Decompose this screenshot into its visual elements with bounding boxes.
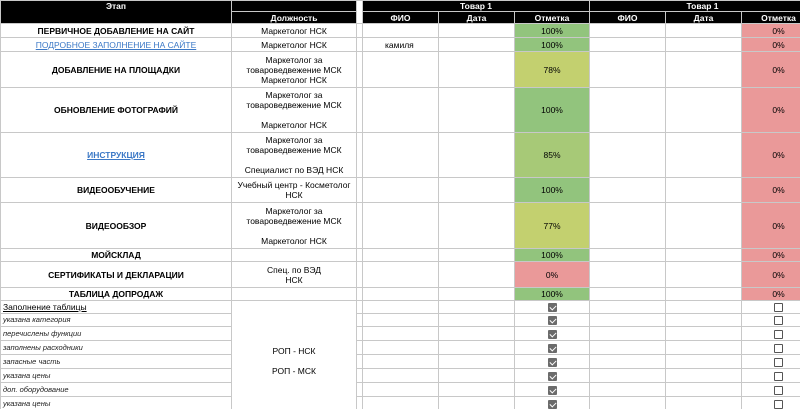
fio-header-2[interactable]: ФИО [590, 12, 666, 24]
checkbox-unchecked[interactable] [774, 344, 783, 353]
mark-cell[interactable]: 0% [742, 249, 800, 262]
checkbox-checked[interactable] [548, 400, 557, 409]
role-cell[interactable] [232, 203, 357, 249]
date-cell[interactable] [439, 383, 515, 397]
fio-cell[interactable]: камиля [363, 38, 439, 52]
date-cell[interactable] [666, 314, 742, 327]
date-cell[interactable] [666, 24, 742, 38]
fio-cell[interactable] [590, 52, 666, 88]
date-cell[interactable] [439, 341, 515, 355]
subtable-title[interactable]: Заполнение таблицы [1, 301, 232, 314]
fio-cell[interactable] [363, 249, 439, 262]
role-cell[interactable] [232, 262, 357, 288]
mark-cell[interactable]: 0% [742, 52, 800, 88]
fio-cell[interactable] [590, 88, 666, 133]
checkbox-unchecked[interactable] [774, 330, 783, 339]
fio-cell[interactable] [590, 341, 666, 355]
blank-header[interactable] [232, 1, 357, 12]
role-line: Спец. по ВЭД [266, 264, 321, 275]
table-row [1, 52, 800, 88]
role-line [234, 226, 354, 236]
role-line: Маркетолог НСК [261, 235, 327, 246]
fio-cell[interactable] [590, 369, 666, 383]
fio-header-1[interactable]: ФИО [363, 12, 439, 24]
checkbox-cell[interactable] [742, 327, 800, 341]
checkbox-cell[interactable] [515, 341, 590, 355]
mark-cell[interactable]: 78% [515, 52, 590, 88]
date-cell[interactable] [666, 288, 742, 301]
mark-cell[interactable]: 0% [742, 133, 800, 178]
stage-cell[interactable]: МОЙСКЛАД [1, 249, 232, 262]
date-cell[interactable] [439, 178, 515, 203]
date-cell[interactable] [666, 38, 742, 52]
fio-cell[interactable] [590, 38, 666, 52]
mark-header-1[interactable]: Отметка [515, 12, 590, 24]
fio-cell[interactable] [363, 24, 439, 38]
role-cell[interactable] [232, 52, 357, 88]
date-cell[interactable] [439, 24, 515, 38]
fio-cell[interactable] [363, 383, 439, 397]
table-row [1, 369, 800, 383]
checkbox-cell[interactable] [515, 369, 590, 383]
subtable-item[interactable]: указана цены [1, 369, 232, 383]
date-cell[interactable] [439, 397, 515, 409]
fio-cell[interactable] [590, 249, 666, 262]
subtable-item[interactable]: заполнены расходники [1, 341, 232, 355]
fio-cell[interactable] [363, 397, 439, 409]
mark-cell[interactable]: 0% [742, 24, 800, 38]
mark-cell[interactable]: 0% [515, 262, 590, 288]
fio-cell[interactable] [590, 288, 666, 301]
checkbox-cell[interactable] [742, 341, 800, 355]
fio-cell[interactable] [590, 24, 666, 38]
role-line: товароведвежение МСК [246, 100, 342, 110]
checkbox-unchecked[interactable] [774, 400, 783, 409]
table-row [1, 301, 800, 314]
checkbox-cell[interactable] [515, 327, 590, 341]
checkbox-cell[interactable] [742, 369, 800, 383]
checkbox-cell[interactable] [742, 397, 800, 409]
checkbox-unchecked[interactable] [774, 316, 783, 325]
date-cell[interactable] [666, 383, 742, 397]
table-row [1, 327, 800, 341]
fio-cell[interactable] [363, 327, 439, 341]
fio-cell[interactable] [363, 314, 439, 327]
mark-cell[interactable]: 100% [515, 178, 590, 203]
table-row [1, 383, 800, 397]
role-cell[interactable] [232, 133, 357, 178]
fio-cell[interactable] [363, 341, 439, 355]
stage-link[interactable]: ИНСТРУКЦИЯ [1, 133, 232, 178]
table-row [1, 355, 800, 369]
stage-cell[interactable]: ВИДЕООБЗОР [1, 203, 232, 249]
subtable-item[interactable]: перечислены функции [1, 327, 232, 341]
table-row [1, 262, 800, 288]
mark-cell[interactable]: 100% [515, 38, 590, 52]
checkbox-unchecked[interactable] [774, 372, 783, 381]
fio-cell[interactable] [363, 133, 439, 178]
date-cell[interactable] [666, 88, 742, 133]
date-cell[interactable] [666, 301, 742, 314]
date-header-2[interactable]: Дата [666, 12, 742, 24]
date-cell[interactable] [439, 314, 515, 327]
date-cell[interactable] [666, 249, 742, 262]
role-cell[interactable] [232, 288, 357, 301]
date-header-1[interactable]: Дата [439, 12, 515, 24]
checkbox-checked[interactable] [548, 303, 557, 312]
date-cell[interactable] [439, 52, 515, 88]
checkbox-cell[interactable] [515, 383, 590, 397]
checkbox-unchecked[interactable] [774, 358, 783, 367]
checkbox-cell[interactable] [742, 314, 800, 327]
date-cell[interactable] [666, 203, 742, 249]
fio-cell[interactable] [363, 88, 439, 133]
fio-cell[interactable] [590, 301, 666, 314]
role-line: РОП - МСК [272, 365, 316, 376]
mark-cell[interactable]: 100% [515, 288, 590, 301]
checkbox-cell[interactable] [515, 397, 590, 409]
role-line: НСК [285, 274, 303, 285]
fio-cell[interactable] [363, 301, 439, 314]
mark-cell[interactable]: 0% [742, 288, 800, 301]
date-cell[interactable] [666, 262, 742, 288]
role-cell[interactable] [232, 88, 357, 133]
role-line: Маркетолог за [265, 135, 323, 145]
date-cell[interactable] [666, 178, 742, 203]
mark-cell[interactable]: 0% [742, 203, 800, 249]
mark-cell[interactable]: 0% [742, 38, 800, 52]
checkbox-cell[interactable] [742, 355, 800, 369]
date-cell[interactable] [439, 262, 515, 288]
stage-cell[interactable]: ПЕРВИЧНОЕ ДОБАВЛЕНИЕ НА САЙТ [1, 24, 232, 38]
checkbox-checked[interactable] [548, 344, 557, 353]
table-row [1, 397, 800, 409]
mark-cell[interactable]: 85% [515, 133, 590, 178]
table-row [1, 341, 800, 355]
mark-cell[interactable]: 0% [742, 88, 800, 133]
fio-cell[interactable] [590, 203, 666, 249]
checkbox-cell[interactable] [742, 301, 800, 314]
role-line: Маркетолог за [265, 90, 323, 100]
mark-cell[interactable]: 77% [515, 203, 590, 249]
table-row [1, 249, 800, 262]
stage-cell[interactable]: ВИДЕООБУЧЕНИЕ [1, 178, 232, 203]
role-line: товароведвежение МСК [246, 145, 342, 155]
stage-cell[interactable]: СЕРТИФИКАТЫ И ДЕКЛАРАЦИИ [1, 262, 232, 288]
table-row [1, 24, 800, 38]
role-line: НСК [285, 190, 303, 200]
date-cell[interactable] [439, 288, 515, 301]
mark-cell[interactable]: 100% [515, 88, 590, 133]
date-cell[interactable] [439, 301, 515, 314]
table-row [1, 314, 800, 327]
date-cell[interactable] [439, 355, 515, 369]
role-line: Маркетолог за [265, 54, 323, 65]
role-cell[interactable]: Маркетолог НСК [232, 38, 357, 52]
table-row [1, 88, 800, 133]
checkbox-cell[interactable] [515, 301, 590, 314]
fio-cell[interactable] [590, 355, 666, 369]
date-cell[interactable] [666, 133, 742, 178]
stage-cell[interactable]: ДОБАВЛЕНИЕ НА ПЛОЩАДКИ [1, 52, 232, 88]
role-line [234, 155, 354, 165]
date-cell[interactable] [666, 327, 742, 341]
role-line [234, 110, 354, 120]
fio-cell[interactable] [590, 383, 666, 397]
fio-cell[interactable] [363, 178, 439, 203]
role-cell[interactable]: Маркетолог НСК [232, 24, 357, 38]
fio-cell[interactable] [363, 262, 439, 288]
fio-cell[interactable] [590, 314, 666, 327]
fio-cell[interactable] [363, 369, 439, 383]
mark-header-2[interactable]: Отметка [742, 12, 800, 24]
checkbox-checked[interactable] [548, 372, 557, 381]
stage-cell[interactable]: ОБНОВЛЕНИЕ ФОТОГРАФИЙ [1, 88, 232, 133]
role-line: Учебный центр - Косметолог [237, 180, 351, 190]
fio-cell[interactable] [590, 397, 666, 409]
checkbox-checked[interactable] [548, 358, 557, 367]
checkbox-unchecked[interactable] [774, 303, 783, 312]
table-row [1, 288, 800, 301]
date-cell[interactable] [666, 355, 742, 369]
product1-header-right[interactable]: Товар 1 [590, 1, 800, 12]
checkbox-checked[interactable] [548, 330, 557, 339]
fio-cell[interactable] [590, 133, 666, 178]
product1-header-left[interactable]: Товар 1 [363, 1, 590, 12]
date-cell[interactable] [666, 397, 742, 409]
table-row [1, 203, 800, 249]
role-line: Маркетолог НСК [261, 120, 327, 130]
subtable-item[interactable]: указана цены [1, 397, 232, 409]
date-cell[interactable] [439, 249, 515, 262]
date-cell[interactable] [666, 341, 742, 355]
role-line: РОП - НСК [272, 345, 316, 356]
checkbox-cell[interactable] [515, 314, 590, 327]
fio-cell[interactable] [590, 178, 666, 203]
fio-cell[interactable] [363, 288, 439, 301]
role-line: товароведвежение МСК [246, 215, 342, 226]
checkbox-unchecked[interactable] [774, 386, 783, 395]
checkbox-cell[interactable] [515, 355, 590, 369]
role-line: Маркетолог за [265, 205, 323, 216]
fio-cell[interactable] [363, 355, 439, 369]
date-cell[interactable] [439, 203, 515, 249]
mark-cell[interactable]: 0% [742, 178, 800, 203]
fio-cell[interactable] [363, 203, 439, 249]
subtable-item[interactable]: доп. оборудование [1, 383, 232, 397]
mark-cell[interactable]: 0% [742, 262, 800, 288]
fio-cell[interactable] [590, 327, 666, 341]
mark-cell[interactable]: 100% [515, 249, 590, 262]
role-cell[interactable] [232, 178, 357, 203]
role-line: товароведвежение МСК [246, 64, 342, 75]
table-row [1, 133, 800, 178]
role-line: Маркетолог НСК [261, 74, 327, 85]
subtable-role-cell[interactable] [232, 301, 357, 409]
checkbox-checked[interactable] [548, 316, 557, 325]
table-row [1, 38, 800, 52]
date-cell[interactable] [666, 52, 742, 88]
checkbox-cell[interactable] [742, 383, 800, 397]
role-cell[interactable] [232, 249, 357, 262]
date-cell[interactable] [439, 38, 515, 52]
checkbox-checked[interactable] [548, 386, 557, 395]
subtable-item[interactable]: указана категория [1, 314, 232, 327]
fio-cell[interactable] [363, 52, 439, 88]
table-row [1, 178, 800, 203]
fio-cell[interactable] [590, 262, 666, 288]
mark-cell[interactable]: 100% [515, 24, 590, 38]
stage-cell[interactable]: ТАБЛИЦА ДОПРОДАЖ [1, 288, 232, 301]
date-cell[interactable] [439, 327, 515, 341]
date-cell[interactable] [439, 133, 515, 178]
stage-link[interactable]: ПОДРОБНОЕ ЗАПОЛНЕНИЕ НА САЙТЕ [1, 38, 232, 52]
date-cell[interactable] [666, 369, 742, 383]
date-cell[interactable] [439, 369, 515, 383]
date-cell[interactable] [439, 88, 515, 133]
subtable-item[interactable]: запасные часть [1, 355, 232, 369]
stage-header[interactable]: Этап [1, 1, 232, 24]
position-header[interactable]: Должность [232, 12, 357, 24]
role-line: Специалист по ВЭД НСК [244, 165, 344, 175]
